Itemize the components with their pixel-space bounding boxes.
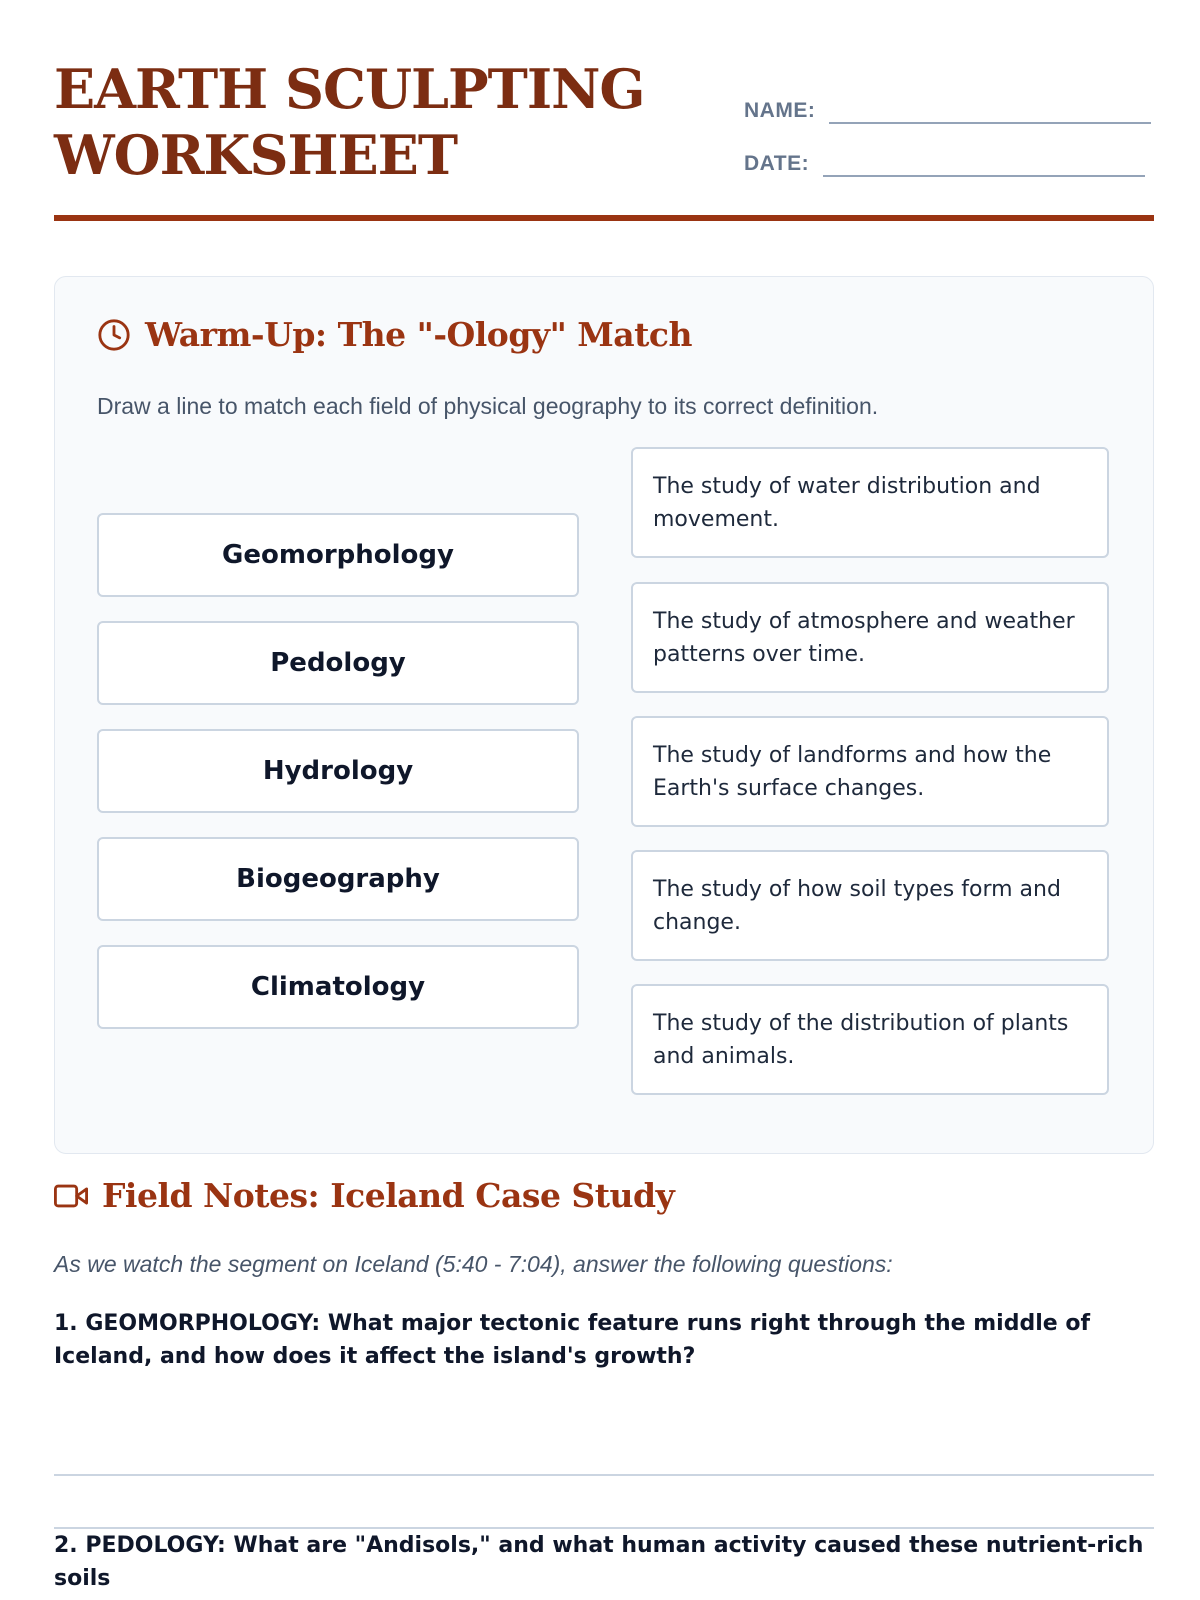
date-label: DATE: (744, 152, 810, 175)
question-1: 1. GEOMORPHOLOGY: What major tectonic feature runs right through the middle of Iceland, and how does it affect the island's growth? (54, 1311, 1091, 1369)
term-hydrology[interactable]: Hydrology (97, 729, 579, 813)
warmup-panel (54, 276, 1154, 1154)
name-field[interactable] (829, 98, 1151, 124)
definition-atmosphere[interactable]: The study of atmosphere and weather patterns over time. (631, 582, 1109, 693)
warmup-instructions: Draw a line to match each field of physical geography to its correct definition. (97, 393, 879, 419)
definition-water[interactable]: The study of water distribution and movement. (631, 447, 1109, 558)
definition-landforms[interactable]: The study of landforms and how the Earth's surface changes. (631, 716, 1109, 827)
definition-plants-animals[interactable]: The study of the distribution of plants and animals. (631, 984, 1109, 1095)
definition-soil[interactable]: The study of how soil types form and change. (631, 850, 1109, 961)
name-label: NAME: (744, 99, 816, 122)
answer-line-1[interactable] (54, 1474, 1154, 1476)
header-divider (54, 215, 1154, 221)
date-field-row (744, 151, 1145, 177)
term-biogeography[interactable]: Biogeography (97, 837, 579, 921)
term-geomorphology[interactable]: Geomorphology (97, 513, 579, 597)
field-notes-title-text: Field Notes: Iceland Case Study (102, 1176, 675, 1215)
term-pedology[interactable]: Pedology (97, 621, 579, 705)
clock-icon (97, 318, 131, 352)
title-line-2: WORKSHEET (54, 123, 458, 187)
term-climatology[interactable]: Climatology (97, 945, 579, 1029)
question-2: 2. PEDOLOGY: What are "Andisols," and what human activity caused these nutrient-rich soils (54, 1533, 1144, 1591)
field-notes-title (54, 1176, 674, 1215)
date-field[interactable] (823, 151, 1145, 177)
video-camera-icon (54, 1179, 88, 1213)
warmup-title-text: Warm-Up: The "-Ology" Match (145, 315, 692, 354)
name-field-row (744, 98, 1151, 124)
worksheet-title (54, 56, 694, 188)
title-line-1: EARTH SCULPTING (54, 57, 645, 121)
warmup-title (97, 315, 692, 354)
field-notes-intro: As we watch the segment on Iceland (5:40 - 7:04), answer the following questions: (54, 1251, 893, 1277)
